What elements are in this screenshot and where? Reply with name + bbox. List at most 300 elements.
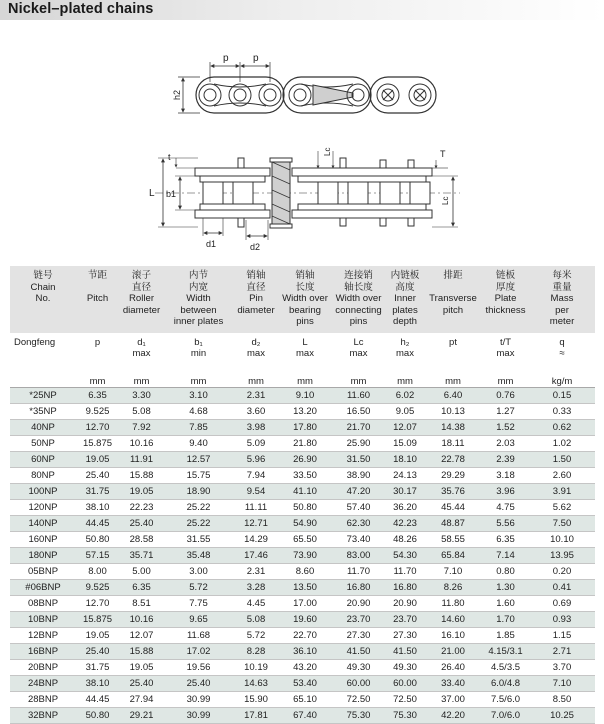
label-p-2: p: [253, 53, 259, 64]
table-cell: 31.75: [76, 484, 119, 500]
table-cell: 27.94: [119, 692, 164, 708]
header-line: Width over: [335, 293, 382, 304]
table-cell: 16.10: [424, 628, 482, 644]
symbol-line: b₁: [194, 337, 203, 348]
table-cell: 2.39: [482, 452, 529, 468]
table-cell: 7.5/6.0: [482, 692, 529, 708]
table-cell: 25.40: [76, 644, 119, 660]
label-T: T: [440, 149, 446, 159]
table-cell: 12.07: [119, 628, 164, 644]
table-cell: 21.00: [424, 644, 482, 660]
label-h2: h2: [172, 89, 182, 100]
header-cell: [233, 266, 279, 333]
table-cell: 4.15/3.1: [482, 644, 529, 660]
table-cell: 25.22: [164, 500, 233, 516]
table-cell: 35.71: [119, 548, 164, 564]
table-cell: 16.80: [331, 580, 386, 596]
table-cell: 11.68: [164, 628, 233, 644]
table-cell: 7.75: [164, 596, 233, 612]
chain-no-cell: 80NP: [10, 468, 76, 484]
header-line: [424, 282, 482, 294]
table-cell: 31.55: [164, 532, 233, 548]
table-cell: 62.30: [331, 516, 386, 532]
table-cell: 8.28: [233, 644, 279, 660]
table-cell: 9.10: [279, 388, 331, 404]
header-line: 内节: [188, 270, 209, 281]
table-cell: 2.03: [482, 436, 529, 452]
table-cell: 5.72: [233, 628, 279, 644]
header-cell: [424, 266, 482, 333]
table-cell: 54.90: [279, 516, 331, 532]
symbol-cell: [424, 333, 482, 375]
table-cell: 17.02: [164, 644, 233, 660]
table-cell: 15.875: [76, 612, 119, 628]
table-cell: 25.40: [76, 468, 119, 484]
chain-no-cell: 08BNP: [10, 596, 76, 612]
symbol-line: d₁: [137, 337, 146, 348]
symbol-line: d₂: [251, 337, 261, 348]
table-cell: 5.00: [119, 564, 164, 580]
symbol-cell: [76, 333, 119, 375]
header-line: Transverse: [429, 293, 477, 304]
header-line: 重量: [552, 281, 572, 293]
table-cell: 22.23: [119, 500, 164, 516]
chain-no-cell: 160NP: [10, 532, 76, 548]
unit-cell: mm: [119, 375, 164, 388]
table-row: [10, 484, 595, 500]
table-cell: 9.525: [76, 580, 119, 596]
page-title: Nickel–plated chains: [8, 1, 154, 17]
table-cell: 37.00: [424, 692, 482, 708]
table-cell: 53.40: [279, 676, 331, 692]
header-line: diameter: [122, 304, 161, 316]
table-cell: 18.10: [386, 452, 424, 468]
table-cell: 42.20: [424, 708, 482, 724]
table-cell: 2.60: [529, 468, 595, 484]
table-cell: 15.88: [119, 468, 164, 484]
table-cell: 3.30: [119, 388, 164, 404]
symbol-cell: [119, 333, 164, 375]
table-cell: 47.20: [331, 484, 386, 500]
table-cell: 10.25: [529, 708, 595, 724]
table-cell: 35.48: [164, 548, 233, 564]
header-line: Width over: [282, 293, 328, 304]
table-cell: 33.50: [279, 468, 331, 484]
table-cell: 15.875: [76, 436, 119, 452]
table-cell: 30.99: [164, 692, 233, 708]
header-line: Width: [186, 293, 211, 304]
table-cell: 8.00: [76, 564, 119, 580]
unit-cell: mm: [233, 375, 279, 388]
table-cell: 0.93: [529, 612, 595, 628]
table-cell: 31.75: [76, 660, 119, 676]
table-cell: 29.21: [119, 708, 164, 724]
table-cell: 7.10: [424, 564, 482, 580]
table-row: [10, 500, 595, 516]
label-p-1: p: [223, 53, 229, 64]
table-cell: 45.44: [424, 500, 482, 516]
table-cell: 30.17: [386, 484, 424, 500]
table-cell: 15.88: [119, 644, 164, 660]
table-cell: 54.30: [386, 548, 424, 564]
table-cell: 1.30: [482, 580, 529, 596]
table-cell: 13.95: [529, 548, 595, 564]
table-cell: 60.00: [386, 676, 424, 692]
table-cell: 15.75: [164, 468, 233, 484]
table-cell: 33.40: [424, 676, 482, 692]
label-t: t: [168, 152, 171, 162]
table-cell: 11.91: [119, 452, 164, 468]
table-cell: 28.58: [119, 532, 164, 548]
table-cell: 19.05: [119, 484, 164, 500]
table-cell: 50.80: [76, 532, 119, 548]
table-cell: 1.02: [529, 436, 595, 452]
table-cell: 17.46: [233, 548, 279, 564]
symbol-cell: [279, 333, 331, 375]
unit-cell: mm: [424, 375, 482, 388]
table-cell: 3.28: [233, 580, 279, 596]
header-line: 销轴: [246, 270, 266, 281]
table-cell: 73.90: [279, 548, 331, 564]
label-Lc: Lc: [323, 147, 332, 156]
header-line: connecting: [335, 304, 382, 316]
table-cell: 5.09: [233, 436, 279, 452]
table-row: [10, 388, 595, 404]
table-cell: 12.07: [386, 420, 424, 436]
chain-side-view: [155, 151, 460, 240]
table-cell: 2.31: [233, 564, 279, 580]
table-cell: 23.70: [331, 612, 386, 628]
table-cell: 25.22: [164, 516, 233, 532]
table-cell: 20.90: [331, 596, 386, 612]
chain-no-cell: *25NP: [10, 388, 76, 404]
table-cell: 19.05: [76, 452, 119, 468]
header-row: [10, 266, 595, 333]
table-row: [10, 580, 595, 596]
header-line: 排距: [443, 270, 463, 281]
header-line: 链板: [495, 270, 516, 281]
table-cell: 3.70: [529, 660, 595, 676]
chain-diagram: [0, 30, 604, 266]
table-cell: 4.68: [164, 404, 233, 420]
table-cell: 43.20: [279, 660, 331, 676]
table-cell: 8.26: [424, 580, 482, 596]
header-line: Mass: [550, 293, 574, 304]
table-cell: 3.10: [164, 388, 233, 404]
chain-no-cell: 180NP: [10, 548, 76, 564]
table-cell: 13.20: [279, 404, 331, 420]
table-cell: 14.38: [424, 420, 482, 436]
table-cell: 5.72: [164, 580, 233, 596]
table-row: [10, 532, 595, 548]
table-cell: 24.13: [386, 468, 424, 484]
table-cell: 12.70: [76, 596, 119, 612]
table-cell: 11.80: [424, 596, 482, 612]
header-line: 滚子: [131, 270, 152, 281]
header-line: per: [555, 304, 569, 316]
table-cell: 23.70: [386, 612, 424, 628]
table-cell: 0.15: [529, 388, 595, 404]
table-cell: 11.60: [331, 388, 386, 404]
table-cell: 26.90: [279, 452, 331, 468]
table-cell: 67.40: [279, 708, 331, 724]
table-cell: 2.31: [233, 388, 279, 404]
table-cell: 16.80: [386, 580, 424, 596]
table-cell: 60.00: [331, 676, 386, 692]
header-line: inner plates: [173, 316, 224, 327]
table-cell: 10.16: [119, 612, 164, 628]
table-row: [10, 708, 595, 724]
table-row: [10, 564, 595, 580]
header-line: Inner: [394, 293, 416, 304]
table-cell: 1.15: [529, 628, 595, 644]
table-cell: 38.10: [76, 676, 119, 692]
unit-cell: mm: [331, 375, 386, 388]
table-cell: 6.0/4.8: [482, 676, 529, 692]
unit-cell: mm: [76, 375, 119, 388]
unit-row: [10, 375, 595, 388]
table-cell: 83.00: [331, 548, 386, 564]
table-cell: 14.60: [424, 612, 482, 628]
table-cell: 7.14: [482, 548, 529, 564]
table-cell: 65.84: [424, 548, 482, 564]
table-cell: 7.0/6.0: [482, 708, 529, 724]
table-row: [10, 516, 595, 532]
table-row: [10, 612, 595, 628]
header-line: depth: [392, 316, 417, 327]
table-cell: 10.16: [119, 436, 164, 452]
symbol-cell: [386, 333, 424, 375]
symbol-line: L: [302, 337, 308, 348]
table-cell: 1.52: [482, 420, 529, 436]
table-cell: 0.20: [529, 564, 595, 580]
table-cell: 8.60: [279, 564, 331, 580]
header-line: bearing: [288, 304, 321, 316]
table-cell: 0.76: [482, 388, 529, 404]
table-cell: 17.80: [279, 420, 331, 436]
header-cell: [331, 266, 386, 333]
header-line: 节距: [87, 270, 108, 281]
table-cell: 3.98: [233, 420, 279, 436]
header-line: thickness: [485, 304, 526, 316]
table-cell: 48.26: [386, 532, 424, 548]
table-cell: 10.13: [424, 404, 482, 420]
header-line: 高度: [395, 281, 415, 293]
table-cell: 3.18: [482, 468, 529, 484]
table-cell: 44.45: [76, 692, 119, 708]
table-cell: 22.70: [279, 628, 331, 644]
header-cell: [10, 266, 76, 333]
table-cell: 3.00: [164, 564, 233, 580]
table-cell: 49.30: [331, 660, 386, 676]
table-cell: 38.10: [76, 500, 119, 516]
table-cell: 25.40: [119, 676, 164, 692]
table-cell: 25.90: [331, 436, 386, 452]
header-line: [76, 282, 119, 294]
table-cell: 25.40: [119, 516, 164, 532]
table-cell: 0.33: [529, 404, 595, 420]
header-cell: [529, 266, 595, 333]
table-cell: 0.62: [529, 420, 595, 436]
header-line: diameter: [237, 304, 275, 316]
header-line: 直径: [246, 281, 266, 293]
symbol-line: q: [559, 337, 565, 348]
unit-cell: mm: [482, 375, 529, 388]
table-cell: 0.41: [529, 580, 595, 596]
symbol-line: max: [132, 348, 151, 359]
chain-no-cell: *35NP: [10, 404, 76, 420]
table-cell: 7.10: [529, 676, 595, 692]
table-cell: 5.56: [482, 516, 529, 532]
table-cell: 38.90: [331, 468, 386, 484]
symbol-line: Dongfeng: [14, 337, 56, 348]
table-cell: 1.70: [482, 612, 529, 628]
symbol-line: max: [496, 348, 515, 359]
table-cell: 41.10: [279, 484, 331, 500]
table-cell: 30.99: [164, 708, 233, 724]
table-cell: 75.30: [386, 708, 424, 724]
header-cell: [386, 266, 424, 333]
table-cell: 20.90: [386, 596, 424, 612]
table-cell: 7.85: [164, 420, 233, 436]
symbol-cell: [482, 333, 529, 375]
header-cell: [76, 266, 119, 333]
table-cell: 1.50: [529, 452, 595, 468]
header-line: Pitch: [86, 293, 109, 304]
unit-cell: kg/m: [529, 375, 595, 388]
table-cell: 75.30: [331, 708, 386, 724]
table-cell: 14.29: [233, 532, 279, 548]
table-cell: 0.69: [529, 596, 595, 612]
table-cell: 14.63: [233, 676, 279, 692]
title-banner: [0, 0, 604, 20]
chain-no-cell: 28BNP: [10, 692, 76, 708]
table-cell: 6.40: [424, 388, 482, 404]
table-row: [10, 644, 595, 660]
header-line: between: [180, 304, 217, 316]
table-cell: 7.92: [119, 420, 164, 436]
label-d1: d1: [206, 239, 217, 249]
chain-no-cell: 60NP: [10, 452, 76, 468]
chain-spec-table: [10, 266, 595, 724]
symbol-line: ≈: [559, 348, 565, 359]
symbol-line: max: [247, 348, 265, 359]
table-cell: 8.51: [119, 596, 164, 612]
table-row: [10, 468, 595, 484]
chain-no-cell: 140NP: [10, 516, 76, 532]
table-cell: 5.96: [233, 452, 279, 468]
table-cell: 15.09: [386, 436, 424, 452]
symbol-line: max: [396, 348, 414, 359]
table-cell: 41.50: [331, 644, 386, 660]
table-cell: 29.29: [424, 468, 482, 484]
table-cell: 10.19: [233, 660, 279, 676]
header-cell: [119, 266, 164, 333]
table-cell: 6.35: [482, 532, 529, 548]
table-cell: 58.55: [424, 532, 482, 548]
table-cell: 1.60: [482, 596, 529, 612]
table-cell: 0.80: [482, 564, 529, 580]
label-d2: d2: [250, 242, 261, 252]
header-line: Pin: [249, 293, 263, 304]
table-cell: 13.50: [279, 580, 331, 596]
symbol-line: t/T: [499, 337, 512, 348]
table-cell: 12.57: [164, 452, 233, 468]
table-cell: 57.15: [76, 548, 119, 564]
unit-cell: [10, 375, 76, 388]
label-b1: b1: [166, 189, 177, 199]
table-cell: 15.90: [233, 692, 279, 708]
table-row: [10, 660, 595, 676]
table-cell: 4.45: [233, 596, 279, 612]
table-cell: 72.50: [386, 692, 424, 708]
chain-no-cell: 120NP: [10, 500, 76, 516]
table-cell: 36.20: [386, 500, 424, 516]
table-row: [10, 404, 595, 420]
table-row: [10, 452, 595, 468]
table-row: [10, 596, 595, 612]
header-line: Plate: [494, 293, 517, 304]
chain-no-cell: 16BNP: [10, 644, 76, 660]
table-cell: 44.45: [76, 516, 119, 532]
unit-cell: mm: [164, 375, 233, 388]
table-cell: 11.11: [233, 500, 279, 516]
table-cell: 12.71: [233, 516, 279, 532]
table-cell: 31.50: [331, 452, 386, 468]
table-cell: 7.94: [233, 468, 279, 484]
table-cell: 4.5/3.5: [482, 660, 529, 676]
chain-top-view: [178, 62, 436, 113]
header-cell: [279, 266, 331, 333]
table-cell: 16.50: [331, 404, 386, 420]
table-cell: 5.08: [119, 404, 164, 420]
table-cell: 50.80: [279, 500, 331, 516]
table-cell: 17.81: [233, 708, 279, 724]
table-cell: 48.87: [424, 516, 482, 532]
symbol-line: p: [94, 337, 101, 348]
table-cell: 9.65: [164, 612, 233, 628]
table-cell: 73.40: [331, 532, 386, 548]
table-cell: 5.08: [233, 612, 279, 628]
header-line: 内链板: [390, 270, 420, 281]
header-line: Roller: [128, 293, 155, 304]
header-line: 厚度: [495, 281, 516, 293]
table-cell: 27.30: [386, 628, 424, 644]
header-line: meter: [549, 316, 575, 327]
symbol-cell: [233, 333, 279, 375]
symbol-cell: [164, 333, 233, 375]
chain-no-cell: 24BNP: [10, 676, 76, 692]
table-cell: 72.50: [331, 692, 386, 708]
table-cell: 50.80: [76, 708, 119, 724]
label-Lc-side: Lc: [441, 196, 450, 205]
chain-no-cell: 12BNP: [10, 628, 76, 644]
header-line: 内宽: [188, 281, 209, 293]
table-row: [10, 548, 595, 564]
unit-cell: mm: [386, 375, 424, 388]
table-cell: 1.27: [482, 404, 529, 420]
header-cell: [164, 266, 233, 333]
symbol-row: [10, 333, 595, 375]
symbol-cell: [529, 333, 595, 375]
table-row: [10, 628, 595, 644]
chain-no-cell: 100NP: [10, 484, 76, 500]
header-line: 连接销: [344, 270, 373, 281]
chain-no-cell: 10BNP: [10, 612, 76, 628]
table-cell: 6.35: [76, 388, 119, 404]
chain-no-cell: 50NP: [10, 436, 76, 452]
table-cell: 65.50: [279, 532, 331, 548]
